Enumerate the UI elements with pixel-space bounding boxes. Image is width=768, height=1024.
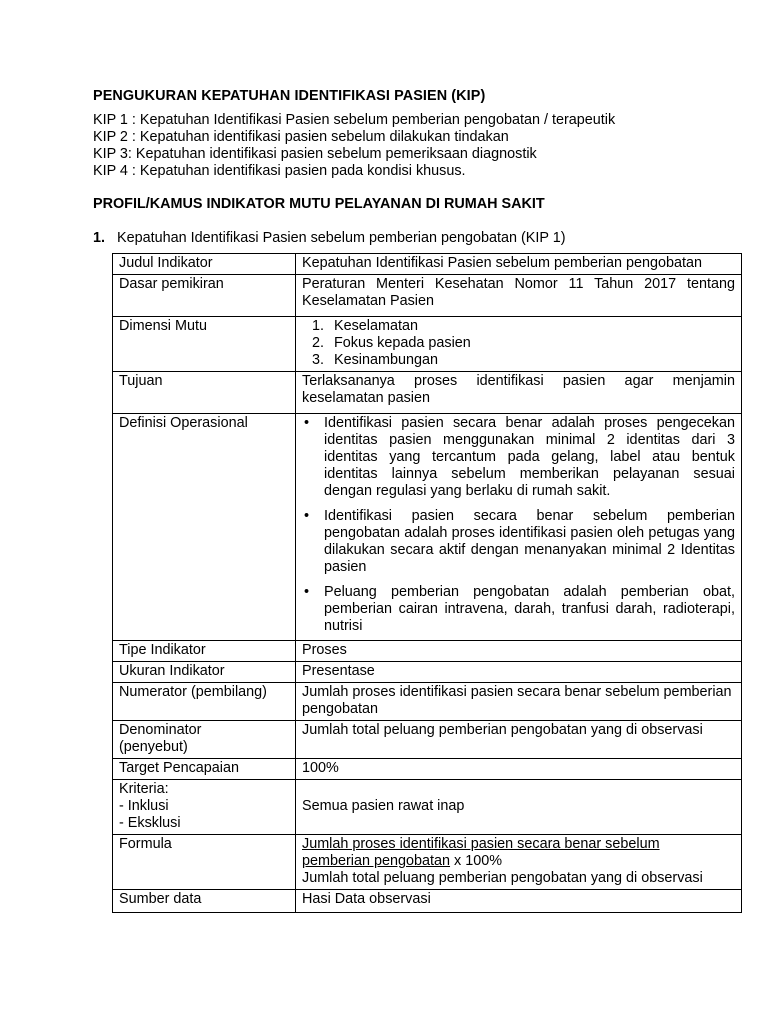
- list-item: 1. Keselamatan: [328, 318, 735, 335]
- row-value: Jumlah proses identifikasi pasien secara benar sebelum pemberian pengobatan: [296, 683, 742, 721]
- row-label: Definisi Operasional: [113, 414, 296, 641]
- row-value: Kepatuhan Identifikasi Pasien sebelum pemberian pengobatan: [296, 254, 742, 275]
- section-heading: [93, 230, 566, 247]
- table-row: [113, 372, 742, 414]
- kip-list: [93, 112, 615, 180]
- row-value: Proses: [296, 641, 742, 662]
- row-label: Tujuan: [113, 372, 296, 414]
- row-value: Peraturan Menteri Kesehatan Nomor 11 Tahun 2017 tentang Keselamatan Pasien: [296, 275, 742, 317]
- table-row: [113, 759, 742, 780]
- kip-item: KIP 1 : Kepatuhan Identifikasi Pasien sebelum pemberian pengobatan / terapeutik: [93, 112, 616, 128]
- table-row: [113, 683, 742, 721]
- table-row: [113, 275, 742, 317]
- profile-heading: PROFIL/KAMUS INDIKATOR MUTU PELAYANAN DI RUMAH SAKIT: [93, 196, 545, 212]
- table-row: [113, 721, 742, 759]
- table-row: [113, 317, 742, 372]
- list-item: • Identifikasi pasien secara benar sebelum pemberian pengobatan adalah proses identifikasi pasien oleh petugas yang dilakukan secara aktif dengan menanyakan minimal 2 Identitas pasien: [304, 508, 735, 575]
- formula-numerator: Jumlah proses identifikasi pasien secara benar sebelum: [302, 836, 660, 852]
- row-label: Kriteria: - Inklusi - Eksklusi: [113, 780, 296, 835]
- table-row: [113, 662, 742, 683]
- kip-item: KIP 2 : Kepatuhan identifikasi pasien sebelum dilakukan tindakan: [93, 129, 509, 145]
- row-label: Judul Indikator: [113, 254, 296, 275]
- row-value: Jumlah total peluang pemberian pengobatan yang di observasi: [296, 721, 742, 759]
- table-row: [113, 641, 742, 662]
- section-number: 1.: [93, 230, 106, 246]
- table-row: [113, 890, 742, 913]
- table-row: [113, 780, 742, 835]
- section-title: Kepatuhan Identifikasi Pasien sebelum pemberian pengobatan (KIP 1): [117, 230, 566, 246]
- definition-list: [302, 415, 735, 635]
- row-label: Formula: [113, 835, 296, 890]
- bullet-icon: •: [304, 415, 310, 431]
- row-value: Semua pasien rawat inap: [296, 780, 742, 835]
- table-row: [113, 254, 742, 275]
- row-label: Target Pencapaian: [113, 759, 296, 780]
- formula-denominator: Jumlah total peluang pemberian pengobatan yang di observasi: [302, 870, 703, 886]
- formula-value: [296, 835, 742, 890]
- row-value: Hasi Data observasi: [296, 890, 742, 913]
- formula-numerator-cont: pemberian pengobatan: [302, 853, 451, 869]
- page-title: PENGUKURAN KEPATUHAN IDENTIFIKASI PASIEN (KIP): [93, 88, 486, 104]
- indicator-profile-table: [112, 253, 742, 913]
- row-value: Terlaksananya proses identifikasi pasien agar menjamin keselamatan pasien: [296, 372, 742, 414]
- list-item: • Identifikasi pasien secara benar adalah proses pengecekan identitas pasien menggunakan minimal 2 identitas dari 3 identitas yang tercantum pada gelang, label atau bentuk identitas lainnya sebelum memberikan pelayanan sesuai dengan regulasi yang berlaku di rumah sakit.: [304, 415, 735, 499]
- row-label: Ukuran Indikator: [113, 662, 296, 683]
- list-item: • Peluang pemberian pengobatan adalah pemberian obat, pemberian cairan intravena, darah, tranfusi darah, radioterapi, nutrisi: [304, 584, 735, 634]
- row-label: Sumber data: [113, 890, 296, 913]
- formula-multiplier: x 100%: [450, 853, 503, 869]
- dimension-list: [302, 318, 735, 369]
- row-label: Tipe Indikator: [113, 641, 296, 662]
- row-value: 100%: [296, 759, 742, 780]
- row-label: Numerator (pembilang): [113, 683, 296, 721]
- row-label: Dasar pemikiran: [113, 275, 296, 317]
- bullet-icon: •: [304, 584, 310, 600]
- bullet-icon: •: [304, 508, 310, 524]
- kip-item: KIP 4 : Kepatuhan identifikasi pasien pada kondisi khusus.: [93, 163, 466, 179]
- row-label: Dimensi Mutu: [113, 317, 296, 372]
- list-item: 2. Fokus kepada pasien: [328, 335, 735, 352]
- kip-item: KIP 3: Kepatuhan identifikasi pasien sebelum pemeriksaan diagnostik: [93, 146, 537, 162]
- row-label: Denominator (penyebut): [113, 721, 296, 759]
- list-item: 3. Kesinambungan: [328, 352, 735, 369]
- table-row: [113, 414, 742, 641]
- table-row: [113, 835, 742, 890]
- row-value: Presentase: [296, 662, 742, 683]
- row-value: [296, 414, 742, 641]
- row-value: [296, 317, 742, 372]
